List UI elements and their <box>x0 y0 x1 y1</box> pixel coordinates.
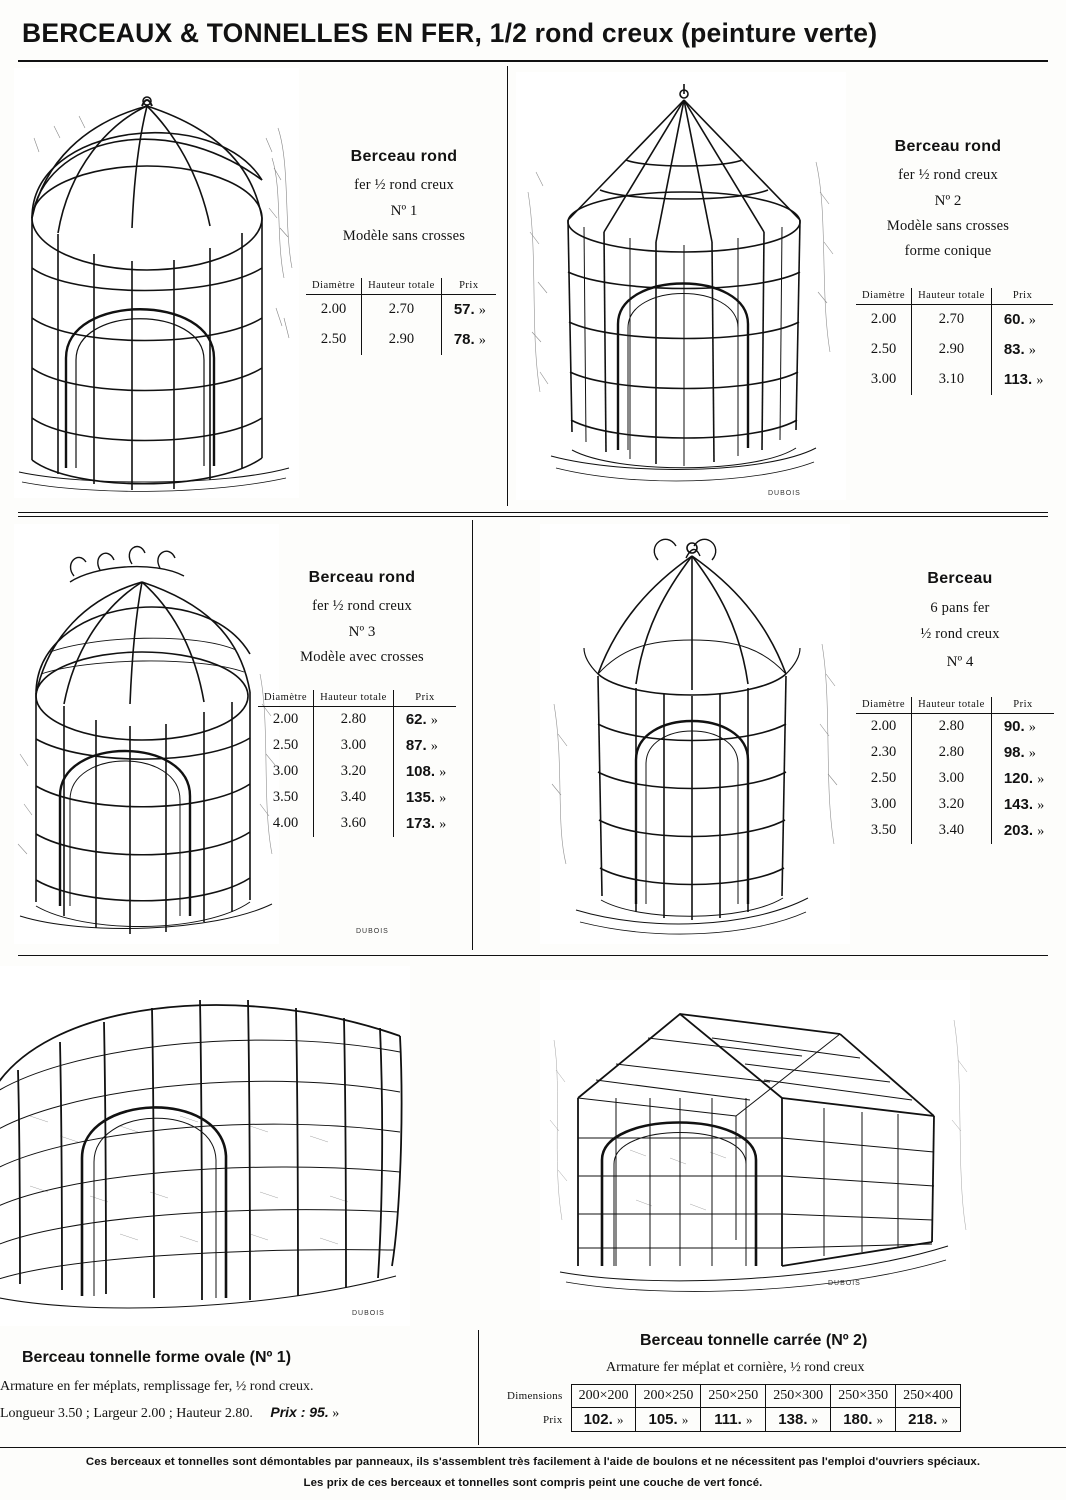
cell-hauteur: 2.80 <box>314 707 394 733</box>
ovale-title: Berceau tonnelle forme ovale (Nº 1) <box>22 1349 292 1366</box>
cell-prix: 218. » <box>896 1408 961 1432</box>
signature-ovale: DUBOIS <box>352 1310 385 1317</box>
panel-3-line-2: Nº 3 <box>348 624 376 641</box>
signature-carree: DUBOIS <box>828 1280 861 1287</box>
caption-berceau-rond-2 <box>848 135 1048 262</box>
price-table-carree <box>500 1384 961 1432</box>
cell-prix: 135. » <box>405 788 447 806</box>
cell-prix: 98. » <box>1003 743 1036 761</box>
cell-diametre: 3.50 <box>258 785 314 811</box>
col-hauteur: Hauteur totale <box>314 690 394 707</box>
cell-prix: 113. » <box>1003 370 1044 388</box>
ovale-dimensions: Longueur 3.50 ; Largeur 2.00 ; Hauteur 2.80. <box>0 1406 253 1421</box>
cell-diametre: 4.00 <box>258 811 314 837</box>
cell-hauteur: 2.90 <box>912 335 992 365</box>
panel-2-line-3: Modèle sans crosses <box>886 218 1010 235</box>
cell-prix: 90. » <box>1003 717 1036 735</box>
cell-prix: 105. » <box>636 1408 701 1432</box>
price-table-1 <box>306 278 496 355</box>
cell-hauteur: 2.70 <box>362 295 442 325</box>
cell-diametre: 2.00 <box>258 707 314 733</box>
panel-2-line-4: forme conique <box>904 242 992 259</box>
cell-diametre: 3.00 <box>856 792 912 818</box>
cell-prix: 108. » <box>405 762 447 780</box>
footer-line-2: Les prix de ces berceaux et tonnelles sont compris peint une couche de vert foncé. <box>303 1477 763 1489</box>
table-row <box>258 785 456 811</box>
cell-prix: 60. » <box>1003 310 1036 328</box>
page-title: BERCEAUX & TONNELLES EN FER, 1/2 rond creux (peinture verte) <box>22 18 878 48</box>
cell-prix: 78. » <box>453 330 486 348</box>
cell-prix: 180. » <box>831 1408 896 1432</box>
illustration-berceau-rond-2 <box>516 72 846 500</box>
cell-diametre: 2.50 <box>856 335 912 365</box>
panel-1-line-1: fer ½ rond creux <box>354 176 454 193</box>
table-header-row <box>258 690 456 707</box>
divider-vertical-bottom <box>478 1330 479 1445</box>
panel-1-line-2: Nº 1 <box>390 203 418 220</box>
cell-diametre: 3.00 <box>856 365 912 395</box>
footer-line-1: Ces berceaux et tonnelles sont démontables par panneaux, ils s'assemblent très facilement à l'aide de boulons et ne nécessitent pas l'emploi d'ouvriers spéciaux. <box>85 1456 981 1468</box>
cell-hauteur: 2.70 <box>912 305 992 335</box>
cell-hauteur: 2.90 <box>362 325 442 355</box>
col-diametre: Diamètre <box>258 690 314 707</box>
panel-4-line-1: 6 pans fer <box>930 599 990 616</box>
panel-1-title: Berceau rond <box>350 148 458 165</box>
table-header-row <box>856 697 1054 714</box>
cell-diametre: 2.00 <box>856 714 912 740</box>
cell-diametre: 2.50 <box>306 325 362 355</box>
divider-horizontal-2 <box>18 955 1048 956</box>
price-table-2 <box>856 288 1053 395</box>
table-row <box>258 759 456 785</box>
header-rule <box>18 60 1048 62</box>
panel-3-line-1: fer ½ rond creux <box>312 597 412 614</box>
panel-4-line-2: ½ rond creux <box>920 626 1000 643</box>
ovale-line-1: Armature en fer méplats, remplissage fer, ½ rond creux. <box>0 1379 314 1394</box>
table-row-prices <box>500 1408 961 1432</box>
cell-hauteur: 3.10 <box>912 365 992 395</box>
panel-2-line-1: fer ½ rond creux <box>898 166 998 183</box>
row-label-dimensions: Dimensions <box>507 1390 563 1402</box>
cell-diametre: 2.50 <box>258 733 314 759</box>
col-diametre: Diamètre <box>306 278 362 295</box>
divider-horizontal-1 <box>18 512 1048 513</box>
table-row <box>258 811 456 837</box>
panel-2-line-2: Nº 2 <box>934 193 962 210</box>
caption-berceau-4 <box>860 567 1060 673</box>
cell-diametre: 2.50 <box>856 766 912 792</box>
price-table-4 <box>856 697 1054 844</box>
cell-hauteur: 3.20 <box>314 759 394 785</box>
table-row <box>856 365 1053 395</box>
cell-hauteur: 3.00 <box>912 766 992 792</box>
cell-hauteur: 2.80 <box>912 714 992 740</box>
table-row <box>258 733 456 759</box>
carree-subtitle: Armature fer méplat et cornière, ½ rond creux <box>606 1360 865 1375</box>
panel-4-line-3: Nº 4 <box>946 653 974 670</box>
col-prix: Prix <box>393 690 456 707</box>
illustration-berceau-4 <box>540 524 850 944</box>
col-hauteur: Hauteur totale <box>912 288 992 305</box>
table-row-dimensions <box>500 1385 961 1408</box>
cell-prix: 57. » <box>453 300 486 318</box>
cell-hauteur: 3.40 <box>314 785 394 811</box>
cell-prix: 143. » <box>1003 795 1045 813</box>
cell-prix: 138. » <box>766 1408 831 1432</box>
table-row <box>856 766 1054 792</box>
panel-3-title: Berceau rond <box>308 569 416 586</box>
cell-prix: 173. » <box>405 814 447 832</box>
price-table-3 <box>258 690 456 837</box>
panel-4-title: Berceau <box>927 570 993 587</box>
cell-diametre: 2.30 <box>856 740 912 766</box>
panel-1-line-3: Modèle sans crosses <box>342 228 466 245</box>
illustration-berceau-rond-1 <box>14 68 299 498</box>
col-prix: Prix <box>991 697 1054 714</box>
panel-3-line-3: Modèle avec crosses <box>300 649 424 666</box>
table-row <box>306 295 496 325</box>
cell-dimension: 250×250 <box>701 1385 766 1408</box>
cell-prix: 111. » <box>701 1408 766 1432</box>
cell-diametre: 3.00 <box>258 759 314 785</box>
col-diametre: Diamètre <box>856 288 912 305</box>
row-label-prix: Prix <box>543 1413 563 1426</box>
table-row <box>856 740 1054 766</box>
table-header-row <box>856 288 1053 305</box>
divider-vertical-top <box>507 66 508 506</box>
panel-2-title: Berceau rond <box>894 138 1002 155</box>
table-row <box>856 335 1053 365</box>
cell-prix: 83. » <box>1003 340 1036 358</box>
cell-dimension: 250×350 <box>831 1385 896 1408</box>
col-diametre: Diamètre <box>856 697 912 714</box>
divider-horizontal-3 <box>0 1447 1066 1448</box>
cell-prix: 62. » <box>405 710 438 728</box>
table-row <box>856 792 1054 818</box>
signature-panel-3: DUBOIS <box>356 928 389 935</box>
col-hauteur: Hauteur totale <box>912 697 992 714</box>
cell-prix: 87. » <box>405 736 438 754</box>
carree-title: Berceau tonnelle carrée (Nº 2) <box>640 1332 868 1349</box>
illustration-tonnelle-carree <box>540 980 970 1310</box>
signature-panel-2: DUBOIS <box>768 490 801 497</box>
divider-vertical-middle <box>472 520 473 950</box>
cell-prix: 203. » <box>1003 821 1045 839</box>
illustration-tonnelle-ovale <box>0 966 410 1326</box>
divider-horizontal-1b <box>18 516 1048 517</box>
cell-hauteur: 3.40 <box>912 818 992 844</box>
cell-dimension: 200×200 <box>571 1385 636 1408</box>
cell-dimension: 250×300 <box>766 1385 831 1408</box>
table-header-row <box>306 278 496 295</box>
cell-dimension: 200×250 <box>636 1385 701 1408</box>
col-hauteur: Hauteur totale <box>362 278 442 295</box>
cell-hauteur: 3.60 <box>314 811 394 837</box>
table-row <box>856 305 1053 335</box>
col-prix: Prix <box>991 288 1053 305</box>
cell-prix: 120. » <box>1003 769 1045 787</box>
caption-berceau-rond-1 <box>304 145 504 248</box>
cell-diametre: 3.50 <box>856 818 912 844</box>
cell-hauteur: 3.20 <box>912 792 992 818</box>
ovale-price-franc: » <box>332 1406 340 1421</box>
caption-berceau-rond-3 <box>262 566 462 669</box>
cell-hauteur: 3.00 <box>314 733 394 759</box>
table-row <box>856 818 1054 844</box>
cell-prix: 102. » <box>571 1408 636 1432</box>
cell-diametre: 2.00 <box>306 295 362 325</box>
illustration-berceau-rond-3 <box>14 524 279 944</box>
table-row <box>856 714 1054 740</box>
col-prix: Prix <box>441 278 496 295</box>
ovale-price: Prix : 95. <box>270 1404 329 1420</box>
ovale-line-2 <box>0 1404 470 1422</box>
cell-hauteur: 2.80 <box>912 740 992 766</box>
cell-dimension: 250×400 <box>896 1385 961 1408</box>
table-row <box>258 707 456 733</box>
cell-diametre: 2.00 <box>856 305 912 335</box>
table-row <box>306 325 496 355</box>
